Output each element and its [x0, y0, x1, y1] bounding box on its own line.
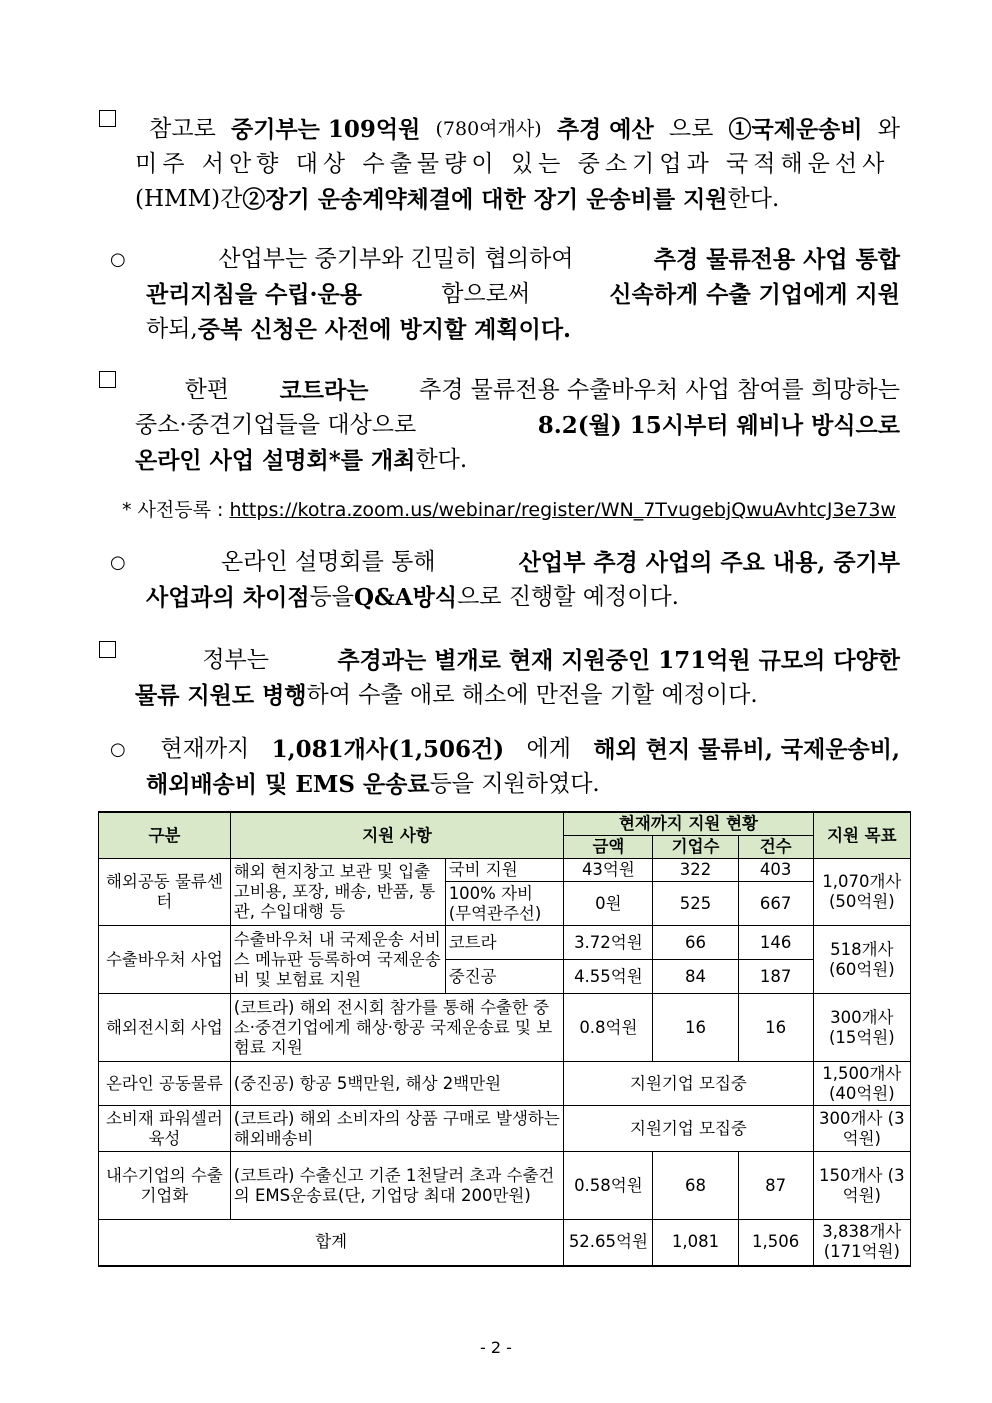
row-category: 수출바우처 사업: [99, 926, 231, 994]
row-firms: 525: [653, 882, 738, 926]
support-table: [98, 811, 911, 1267]
total-label: 합계: [99, 1220, 564, 1266]
table-row: [99, 994, 911, 1062]
row-category: 소비재 파워셀러육성: [99, 1106, 231, 1152]
row-category: 내수기업의 수출기업화: [99, 1152, 231, 1220]
circle-bullet-icon: ○: [110, 249, 126, 270]
page-number: - 2 -: [480, 1338, 512, 1357]
row-category: 온라인 공동물류: [99, 1062, 231, 1106]
p2-line2: 관리지침을 수립·운용 함으로써 신속하게 수출 기업에게 지원: [146, 281, 900, 308]
p1-line3: (HMM)간 ②장기 운송계약체결에 대한 장기 운송비를 지원 한다.: [135, 186, 780, 213]
row-status: 지원기업 모집중: [564, 1062, 813, 1106]
circle-bullet-icon: ○: [110, 739, 126, 760]
table-row: [99, 926, 911, 960]
registration-link[interactable]: https://kotra.zoom.us/webinar/register/WN_7TvugebjQwuAvhtcJ3e73w: [229, 499, 896, 521]
table-row: [99, 1152, 911, 1220]
p1-line2: 미주 서안향 대상 수출물량이 있는 중소기업과 국적해운선사: [135, 151, 890, 177]
row-sub: 100% 자비 (무역관주선): [445, 882, 564, 926]
row-amount: 3.72억원: [564, 926, 653, 960]
row-amount: 0.58억원: [564, 1152, 653, 1220]
total-amount: 52.65억원: [564, 1220, 653, 1266]
row-detail: (중진공) 항공 5백만원, 해상 2백만원: [230, 1062, 564, 1106]
row-target: 1,070개사 (50억원): [813, 859, 910, 926]
row-cases: 187: [738, 960, 813, 994]
checkbox-bullet-icon: [99, 110, 116, 127]
table-row: [99, 859, 911, 882]
table-row: [99, 1106, 911, 1152]
p4-line1: ○ 온라인 설명회를 통해 산업부 추경 사업의 주요 내용, 중기부: [110, 545, 900, 580]
header-amount: 금액: [564, 836, 653, 859]
p2-line3: 하되, 중복 신청은 사전에 방지할 계획이다.: [146, 316, 572, 343]
row-cases: 146: [738, 926, 813, 960]
header-firms: 기업수: [653, 836, 738, 859]
header-target: 지원 목표: [813, 812, 910, 859]
row-detail: 수출바우처 내 국제운송 서비스 메뉴판 등록하여 국제운송비 및 보험료 지원: [230, 926, 445, 994]
total-firms: 1,081: [653, 1220, 738, 1266]
row-sub: 중진공: [445, 960, 564, 994]
checkbox-bullet-icon: [99, 371, 116, 388]
row-target: 300개사 (15억원): [813, 994, 910, 1062]
row-amount: 43억원: [564, 859, 653, 882]
paragraph-gov-support: [95, 643, 900, 713]
row-cases: 16: [738, 994, 813, 1062]
row-firms: 68: [653, 1152, 738, 1220]
row-detail: (코트라) 해외 전시회 참가를 통해 수출한 중소·중견기업에게 해상·항공 국제운송료 및 보험료 지원: [230, 994, 564, 1062]
table-total-row: [99, 1220, 911, 1266]
row-amount: 4.55억원: [564, 960, 653, 994]
p5-line2: 물류 지원도 병행 하여 수출 애로 해소에 만전을 기할 예정이다.: [135, 682, 758, 709]
row-target: 1,500개사 (40억원): [813, 1062, 910, 1106]
row-status: 지원기업 모집중: [564, 1106, 813, 1152]
p3-line3: 온라인 사업 설명회*를 개최 한다.: [135, 447, 468, 474]
paragraph-mss-budget: [95, 112, 900, 217]
table-row: [99, 1062, 911, 1106]
row-category: 해외공동 물류센터: [99, 859, 231, 926]
checkbox-bullet-icon: [99, 641, 116, 658]
row-detail: 해외 현지창고 보관 및 입출고비용, 포장, 배송, 반품, 통관, 수입대행 등: [230, 859, 445, 926]
row-detail: (코트라) 해외 소비자의 상품 구매로 발생하는 해외배송비: [230, 1106, 564, 1152]
row-cases: 403: [738, 859, 813, 882]
paragraph-kotra-webinar: [95, 373, 900, 478]
row-target: 300개사 (3억원): [813, 1106, 910, 1152]
circle-bullet-icon: ○: [110, 552, 126, 573]
registration-note: * 사전등록 : https://kotra.zoom.us/webinar/register/WN_7TvugebjQwuAvhtcJ3e73w: [122, 499, 896, 521]
table-header-row: [99, 812, 911, 836]
p5-line1: 정부는 추경과는 별개로 현재 지원중인 171억원 규모의 다양한: [95, 643, 900, 678]
row-sub: 코트라: [445, 926, 564, 960]
p1-line1: 참고로 중기부는 109억원 (780여개사) 추경 예산 으로 ①국제운송비 와: [95, 112, 900, 147]
row-firms: 322: [653, 859, 738, 882]
paragraph-support-status: [110, 732, 900, 802]
p6-line2: 해외배송비 및 EMS 운송료 등을 지원하였다.: [146, 771, 600, 798]
header-cases: 건수: [738, 836, 813, 859]
row-sub: 국비 지원: [445, 859, 564, 882]
total-cases: 1,506: [738, 1220, 813, 1266]
row-amount: 0.8억원: [564, 994, 653, 1062]
total-target: 3,838개사 (171억원): [813, 1220, 910, 1266]
paragraph-motie-guideline: [110, 242, 900, 347]
p3-line1: 한편 코트라는 추경 물류전용 수출바우처 사업 참여를 희망하는: [95, 373, 900, 408]
header-status: 현재까지 지원 현황: [564, 812, 813, 836]
row-detail: (코트라) 수출신고 기준 1천달러 초과 수출건의 EMS운송료(단, 기업당 최대 200만원): [230, 1152, 564, 1220]
row-firms: 84: [653, 960, 738, 994]
paragraph-webinar-content: [110, 545, 900, 615]
row-amount: 0원: [564, 882, 653, 926]
p6-line1: ○ 현재까지 1,081개사(1,506건) 에게 해외 현지 물류비, 국제운송비,: [110, 732, 900, 767]
row-target: 518개사 (60억원): [813, 926, 910, 994]
header-category: 구분: [99, 812, 231, 859]
p4-line2: 사업과의 차이점 등을 Q&A방식 으로 진행할 예정이다.: [146, 584, 679, 611]
row-cases: 667: [738, 882, 813, 926]
row-firms: 66: [653, 926, 738, 960]
p3-line2: 중소·중견기업들을 대상으로 8.2(월) 15시부터 웨비나 방식으로: [135, 412, 900, 439]
row-category: 해외전시회 사업: [99, 994, 231, 1062]
p2-line1: ○ 산업부는 중기부와 긴밀히 협의하여 추경 물류전용 사업 통합: [110, 242, 900, 277]
row-target: 150개사 (3억원): [813, 1152, 910, 1220]
row-firms: 16: [653, 994, 738, 1062]
header-detail: 지원 사항: [230, 812, 564, 859]
row-cases: 87: [738, 1152, 813, 1220]
